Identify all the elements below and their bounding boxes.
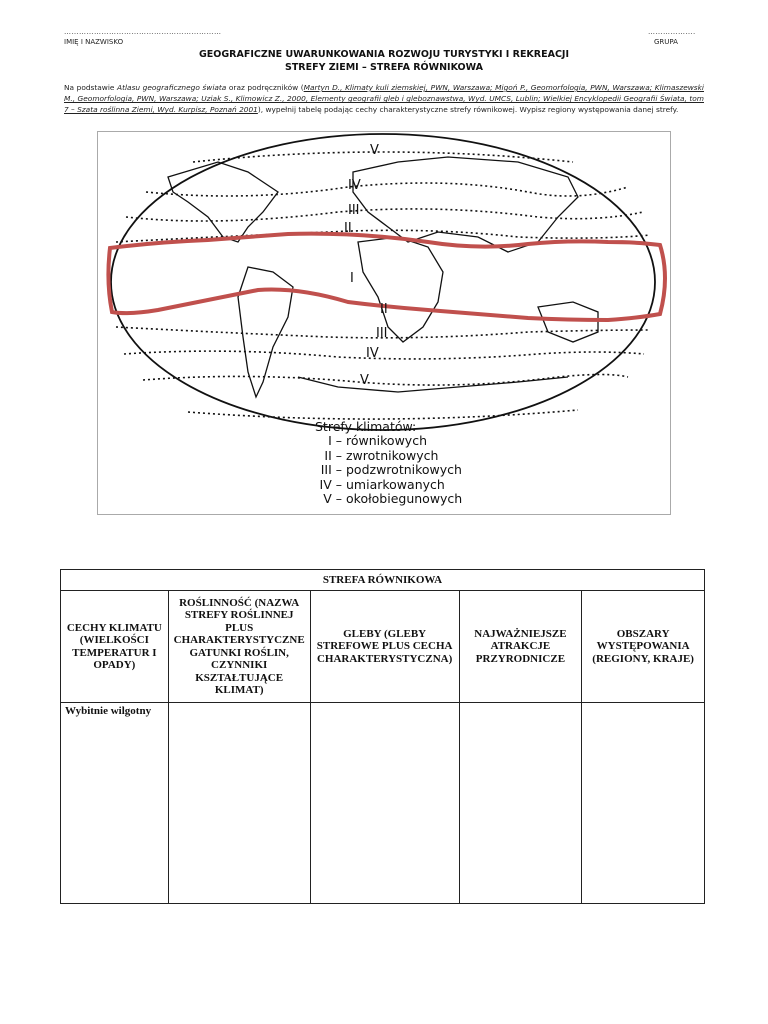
africa bbox=[358, 237, 443, 342]
table-row bbox=[61, 703, 705, 904]
zone-label-v-north: V bbox=[370, 143, 379, 158]
zone-label-iii-north: III bbox=[348, 203, 360, 218]
column-header-soils: GLEBY (GLEBY STREFOWE PLUS CECHA CHARAKTERYSTYCZNA) bbox=[310, 591, 459, 703]
column-header-attractions: NAJWAŻNIEJSZE ATRAKCJE PRZYRODNICZE bbox=[459, 591, 582, 703]
table-title: STREFA RÓWNIKOWA bbox=[61, 570, 705, 591]
instructions-paragraph bbox=[64, 82, 704, 116]
document-subtitle: STREFY ZIEMI – STREFA RÓWNIKOWA bbox=[284, 62, 484, 73]
zone-label-ii-south: II bbox=[380, 302, 388, 317]
zone-labels bbox=[344, 143, 388, 388]
group-dotted-line: ………………. bbox=[648, 28, 696, 36]
column-header-vegetation: ROŚLINNOŚĆ (NAZWA STREFY ROŚLINNEJ PLUS CHARAKTERYSTYCZNE GATUNKI ROŚLIN, CZYNNIKI KSZTAŁTUJĄCE KLIMAT) bbox=[168, 591, 310, 703]
legend-row: III – podzwrotnikowych bbox=[320, 462, 462, 478]
references: Martyn D., Klimaty kuli ziemskiej, PWN, Warszawa; Migoń P., Geomorfologia, PWN, Warszawa; Klimaszewski M., Geomorfologia, PWN, Warszawa; Uziak S., Klimowicz Z., 2000, Elementy geografii gleb i gleboznawstwa, Wyd. UMCS, Lublin; Wielkiej Encyklopedii Geografii Świata, tom 7 – Szata roślinna Ziemi, Wyd. Kurpisz, Poznań 2001 bbox=[64, 83, 704, 115]
climate-cell[interactable]: Wybitnie wilgotny bbox=[61, 703, 169, 904]
zone-label-ii-north: II bbox=[344, 221, 352, 236]
zone-label-iv-north: IV bbox=[348, 178, 361, 193]
legend-row: II – zwrotnikowych bbox=[324, 447, 439, 463]
zone-label-i: I bbox=[350, 271, 354, 286]
intro-text-1: Na podstawie bbox=[64, 83, 118, 92]
zone-label-iv-south: IV bbox=[366, 346, 379, 361]
vegetation-cell[interactable] bbox=[168, 703, 310, 904]
legend-row: I – równikowych bbox=[328, 433, 427, 449]
equatorial-zone-table bbox=[60, 569, 705, 904]
legend-row: V – okołobiegunowych bbox=[323, 491, 463, 507]
name-label: IMIĘ I NAZWISKO bbox=[64, 38, 124, 46]
name-dotted-line: ……………………………………………………… bbox=[64, 28, 222, 36]
legend-title: Strefy klimatów: bbox=[315, 419, 417, 434]
intro-text-3: ), wypełnij tabelę podając cechy charakterystyczne strefy równikowej. Wypisz regiony występowania danej strefy. bbox=[257, 105, 679, 115]
attractions-cell[interactable] bbox=[459, 703, 582, 904]
legend-row: IV – umiarkowanych bbox=[319, 476, 445, 492]
soils-cell[interactable] bbox=[310, 703, 459, 904]
australia bbox=[538, 302, 598, 342]
document-title: GEOGRAFICZNE UWARUNKOWANIA ROZWOJU TURYSTYKI I REKREACJI bbox=[199, 49, 569, 60]
regions-cell[interactable] bbox=[582, 703, 705, 904]
continents bbox=[168, 157, 598, 397]
map-outline bbox=[111, 134, 655, 430]
zone-label-v-south: V bbox=[360, 373, 369, 388]
group-label: GRUPA bbox=[654, 38, 678, 46]
atlas-title: Atlasu geograficznego świata bbox=[117, 83, 227, 92]
zone-boundaries bbox=[116, 152, 650, 419]
north-america bbox=[168, 162, 278, 242]
column-header-climate: CECHY KLIMATU (WIELKOŚCI TEMPERATUR I OPADY) bbox=[61, 591, 169, 703]
zone-label-iii-south: III bbox=[376, 326, 388, 341]
intro-text-2: oraz podręczników ( bbox=[226, 83, 304, 92]
map-legend bbox=[312, 420, 462, 506]
column-header-regions: OBSZARY WYSTĘPOWANIA (REGIONY, KRAJE) bbox=[582, 591, 705, 703]
